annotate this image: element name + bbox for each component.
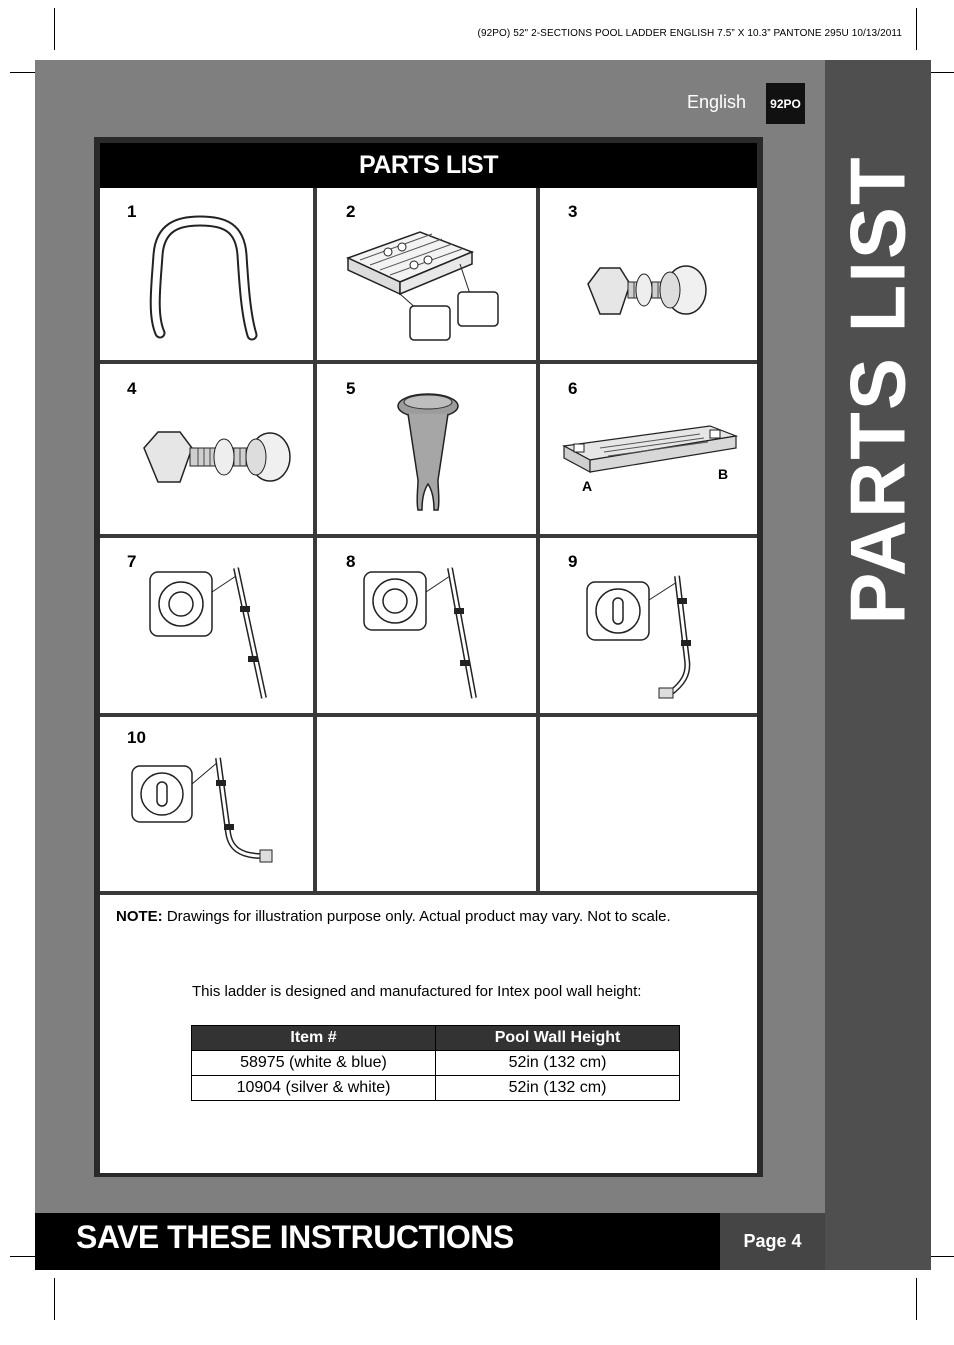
u-bar-icon bbox=[148, 215, 258, 345]
part-number: 1 bbox=[127, 202, 137, 221]
bolt-nut-short-icon bbox=[582, 262, 712, 332]
table-cell: 58975 (white & blue) bbox=[192, 1051, 436, 1076]
foot-cap-icon bbox=[392, 388, 464, 518]
part-number: 5 bbox=[346, 379, 356, 398]
language-label: English bbox=[686, 92, 746, 112]
part-number: 7 bbox=[127, 552, 137, 571]
grid-divider bbox=[536, 188, 540, 894]
grid-divider bbox=[100, 713, 757, 717]
table-header-row bbox=[192, 1026, 680, 1051]
parts-list-title: PARTS LIST bbox=[100, 143, 757, 188]
table-row bbox=[192, 1076, 680, 1101]
grid-divider bbox=[100, 360, 757, 364]
part-number: 10 bbox=[127, 728, 146, 747]
part-number: 8 bbox=[346, 552, 356, 571]
crop-mark bbox=[54, 8, 55, 50]
rail-assembly-round-icon bbox=[148, 562, 278, 707]
rail-assembly-curved-icon bbox=[585, 570, 715, 710]
ladder-text: This ladder is designed and manufactured for Intex pool wall height: bbox=[192, 983, 642, 1000]
crop-mark bbox=[54, 1278, 55, 1320]
note-label: NOTE: bbox=[116, 908, 163, 925]
step-rail-icon bbox=[560, 420, 740, 480]
grid-divider bbox=[100, 534, 757, 538]
side-title: PARTS LIST bbox=[833, 155, 922, 625]
wall-height-table bbox=[191, 1025, 680, 1101]
grid-divider bbox=[313, 188, 317, 894]
bolt-nut-long-icon bbox=[140, 428, 295, 498]
table-header: Pool Wall Height bbox=[436, 1026, 680, 1051]
table-cell: 52in (132 cm) bbox=[436, 1076, 680, 1101]
part-label-b: B bbox=[718, 466, 729, 482]
table-header: Item # bbox=[192, 1026, 436, 1051]
part-number: 4 bbox=[127, 379, 137, 398]
grid-divider bbox=[100, 891, 757, 895]
rail-assembly-curved-icon bbox=[130, 752, 280, 872]
side-bar bbox=[825, 60, 931, 1270]
table-cell: 10904 (silver & white) bbox=[192, 1076, 436, 1101]
step-platform-icon bbox=[340, 220, 505, 345]
part-number: 2 bbox=[346, 202, 356, 221]
part-label-a: A bbox=[582, 478, 593, 494]
print-header: (92PO) 52" 2-SECTIONS POOL LADDER ENGLISH 7.5” X 10.3” PANTONE 295U 10/13/2011 bbox=[477, 28, 902, 39]
note bbox=[116, 908, 671, 925]
page-number: Page 4 bbox=[720, 1213, 825, 1270]
crop-mark bbox=[916, 8, 917, 50]
rail-assembly-round-icon bbox=[362, 562, 492, 707]
part-number: 6 bbox=[568, 379, 578, 398]
crop-mark bbox=[916, 1278, 917, 1320]
table-cell: 52in (132 cm) bbox=[436, 1051, 680, 1076]
code-badge: 92PO bbox=[766, 83, 805, 124]
note-text: Drawings for illustration purpose only. Actual product may vary. Not to scale. bbox=[162, 908, 671, 925]
footer-title: SAVE THESE INSTRUCTIONS bbox=[76, 1219, 514, 1255]
table-row bbox=[192, 1051, 680, 1076]
part-number: 9 bbox=[568, 552, 578, 571]
part-number: 3 bbox=[568, 202, 578, 221]
